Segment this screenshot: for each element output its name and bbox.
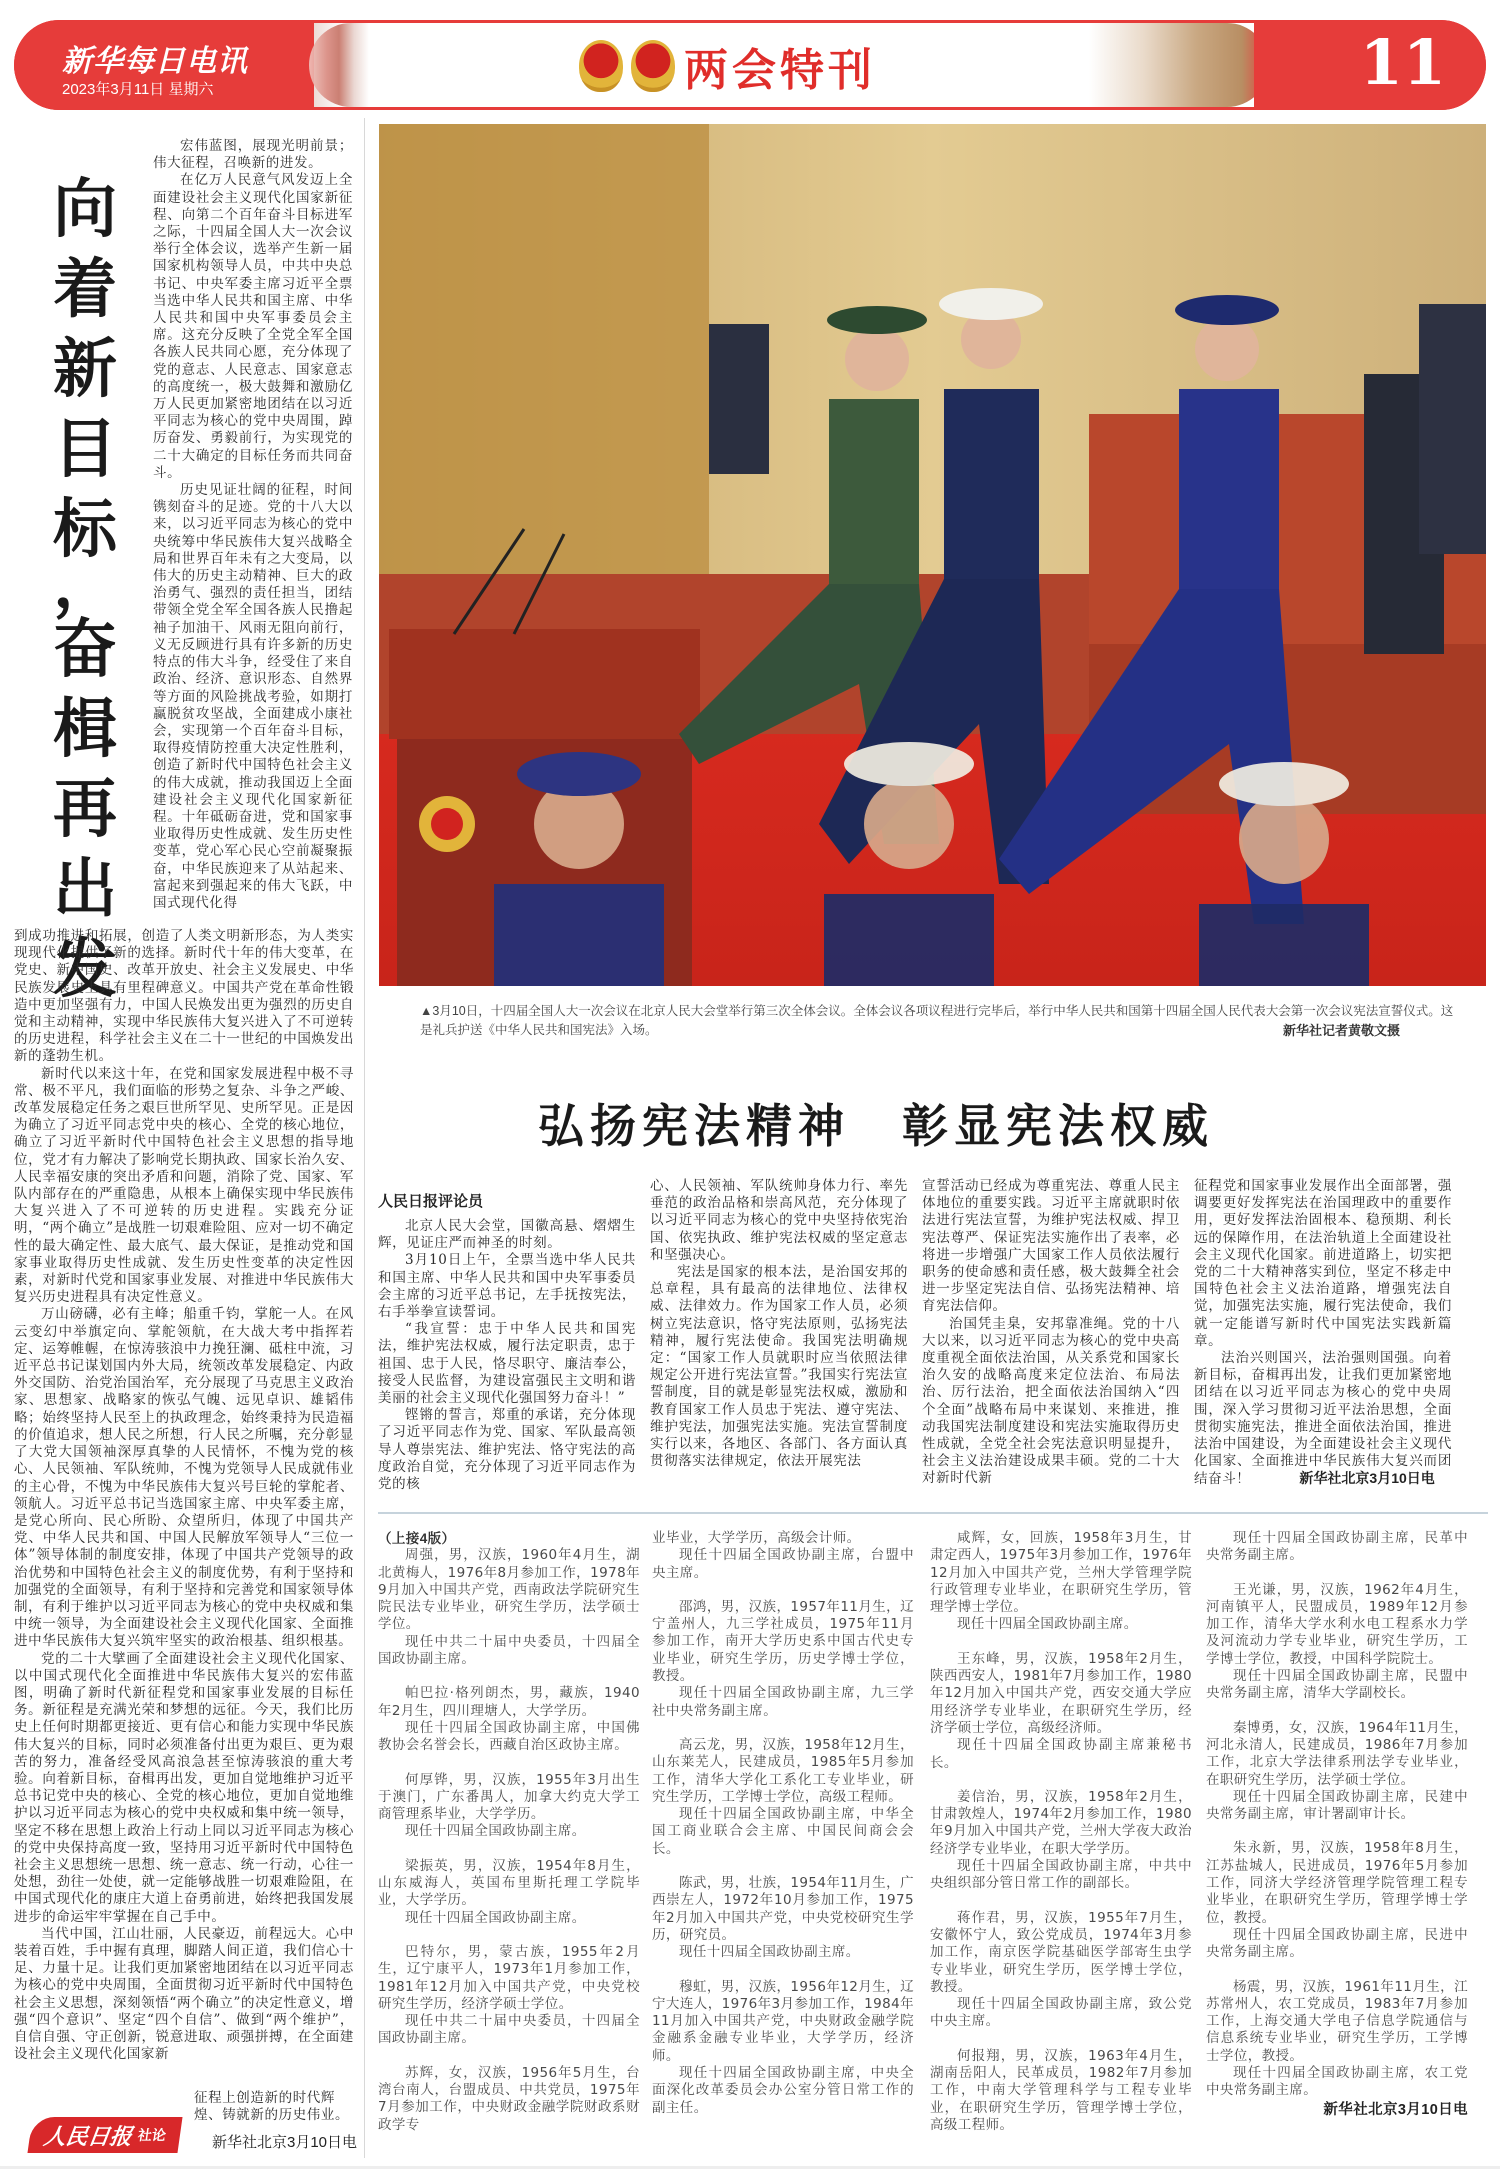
bio-entry: 苏辉，女，汉族，1956年5月生，台湾台南人，台盟成员、中共党员，1975年7月参加工作，中央财政金融学院财政系财政学专 [378, 2064, 640, 2133]
bio-entry: 何厚铧，男，汉族，1955年3月出生于澳门，广东番禺人，加拿大约克大学工商管理系毕业，大学学历。 [378, 1771, 640, 1823]
bio-entry: 穆虹，男，汉族，1956年12月生，辽宁大连人，1976年3月参加工作，1984年11月加入中国共产党，中央财政金融学院金融系金融专业毕业，大学学历，经济师。 [652, 1978, 914, 2064]
commentary-headline: 弘扬宪法精神 彰显宪法权威 [538, 1099, 1215, 1153]
bio-post: 现任中共二十届中央委员，十四届全国政协副主席。 [378, 2013, 640, 2047]
commentary-paragraph: 征程党和国家事业发展作出全面部署，强调要更好发挥宪法在治国理政中的重要作用，更好发挥法治固根本、稳预期、利长远的保障作用，在法治轨道上全面建设社会主义现代化国家。前进道路上，切实把党的二十大精神落实到位，坚定不移走中国特色社会主义法治道路，增强宪法自觉，加强宪法实施，履行宪法使命，我们就一定能谱写新时代中国宪法实践新篇章。 [1194, 1178, 1452, 1349]
masthead [14, 20, 1486, 110]
headline-char: 出 [53, 852, 117, 927]
editorial-dateline: 新华社北京3月10日电 [212, 2134, 358, 2151]
commentary-paragraph: 治国凭圭臬，安邦靠准绳。党的十八大以来，以习近平同志为核心的党中央高度重视全面依法治国，从关系党和国家长治久安的战略高度来定位法治、布局法治、厉行法治，把全面依法治国纳入“四个全面”战略布局中来谋划、来推进，推动我国宪法制度建设和宪法实施取得历史性成就，全党全社会宪法意识明显提升，社会主义法治建设成果丰硕。党的二十大对新时代新 [922, 1315, 1180, 1487]
bio-post: 现任十四届全国政协副主席兼秘书长。 [930, 1737, 1192, 1771]
masthead-brand-block [14, 20, 314, 110]
column-divider [364, 118, 365, 2158]
editorial-paragraph: 党的二十大擘画了全面建设社会主义现代化国家、以中国式现代化全面推进中华民族伟大复兴的宏伟蓝图，明确了新时代新征程党和国家事业发展的目标任务。新征程是充满光荣和梦想的远征。今天，我们比历史上任何时期都更接近、更有信心和能力实现中华民族伟大复兴的目标，同时必须准备付出更为艰巨、更为艰苦的努力，准备经受风高浪急甚至惊涛骇浪的重大考验。向着新目标，奋楫再出发，更加自觉地维护习近平总书记党中央的核心、全党的核心地位，更加自觉地维护以习近平同志为核心的党中央权威和集中统一领导，坚定不移在思想上政治上行动上同以习近平同志为核心的党中央保持高度一致，坚持用习近平新时代中国特色社会主义思想统一思想、统一意志、统一行动，心往一处想，劲往一处使，就一定能够战胜一切艰难险阻，在中国式现代化的康庄大道上奋勇前进，始终把我国发展进步的命运牢牢掌握在自己手中。 [14, 1650, 354, 1925]
bio-column-1 [378, 1530, 640, 2134]
bio-post: 现任十四届全国政协副主席。 [957, 1616, 1138, 1633]
caption-text: ▲3月10日，十四届全国人大一次会议在北京人民大会堂举行第三次全体会议。全体会议各项议程进行完毕后，举行中华人民共和国第十四届全国人民代表大会第一次会议宪法宣誓仪式。这是礼兵护送《中华人民共和国宪法》入场。 [420, 1004, 1454, 1037]
bio-column-3 [930, 1530, 1192, 2134]
bio-entry: 王光谦，男，汉族，1962年4月生，河南镇平人，民盟成员，1989年12月参加工作，清华大学水利水电工程系水力学及河流动力学专业毕业，研究生学历，工学博士学位，教授，中国科学院院士。 [1206, 1581, 1468, 1667]
bio-entry: 蒋作君，男，汉族，1955年7月生，安徽怀宁人，致公党成员，1974年3月参加工作，南京医学院基础医学部寄生虫学专业毕业，研究生学历，医学博士学位，教授。 [930, 1909, 1192, 1995]
bio-entry: 帕巴拉·格列朗杰，男，藏族，1940年2月生，四川理塘人，大学学历。 [378, 1685, 640, 1719]
editorial-body-bottom [14, 928, 354, 2063]
headline-char: 奋 [53, 612, 117, 687]
bio-post: 现任十四届全国政协副主席，中华全国工商业联合会主席、中国民间商会会长。 [652, 1806, 914, 1857]
bio-post: 现任十四届全国政协副主席，九三学社中央常务副主席。 [652, 1685, 914, 1719]
bio-post: 现任中共二十届中央委员，十四届全国政协副主席。 [378, 1633, 640, 1668]
bio-entry: 邵鸿，男，汉族，1957年11月生，辽宁盖州人，九三学社成员，1975年11月参加工作，南开大学历史系中国古代史专业毕业，研究生学历，历史学博士学位，教授。 [652, 1598, 914, 1685]
commentary-byline: 人民日报评论员 [378, 1193, 484, 1210]
bio-post: 现任十四届全国政协副主席，农工党中央常务副主席。 [1206, 2065, 1468, 2099]
bio-entry: 杨震，男，汉族，1961年11月生，江苏常州人，农工党成员，1983年7月参加工作，上海交通大学电子信息学院通信与信息系统专业毕业，研究生学历，工学博士学位，教授。 [1206, 1978, 1468, 2064]
commentary-paragraph: 法治兴则国兴，法治强则国强。向着新目标，奋楫再出发，让我们更加紧密地团结在以习近平同志为核心的党中央周围，深入学习贯彻习近平法治思想，全面贯彻实施宪法，推进全面依法治国，推进法治中国建设，为全面建设社会主义现代化国家、全面推进中华民族伟大复兴而团结奋斗！ [1194, 1350, 1452, 1488]
bio-post: 现任十四届全国政协副主席，致公党中央主席。 [930, 1996, 1192, 2030]
bio-entry: 王东峰，男，汉族，1958年2月生，陕西西安人，1981年7月参加工作，1980年12月加入中国共产党，西安交通大学应用经济学专业毕业，在职研究生学历，经济学硕士学位，高级经济师。 [930, 1650, 1192, 1736]
headline-char: ， [53, 547, 117, 622]
editorial-tail: 征程上创造新的时代辉煌、铸就新的历史伟业。 [194, 2090, 350, 2124]
bio-post: 现任十四届全国政协副主席，民进中央常务副主席。 [1206, 1926, 1468, 1961]
issue-date: 2023年3月11日 星期六 [62, 81, 214, 98]
badge-sub: 社论 [136, 2127, 168, 2143]
commentary-dateline: 新华社北京3月10日电 [1299, 1470, 1435, 1487]
section-title: 两会特刊 [684, 45, 876, 96]
headline-char: 楫 [53, 692, 117, 767]
peoples-daily-editorial-badge [27, 2117, 182, 2153]
commentary-paragraph: “我宣誓：忠于中华人民共和国宪法，维护宪法权威，履行法定职责，忠于祖国、忠于人民，恪尽职守、廉洁奉公，接受人民监督，为建设富强民主文明和谐美丽的社会主义现代化强国努力奋斗！” [378, 1321, 636, 1407]
continued-from-label: （上接4版） [378, 1531, 456, 1546]
editorial-paragraph: 新时代以来这十年，在党和国家发展进程中极不寻常、极不平凡，我们面临的形势之复杂、斗争之严峻、改革发展稳定任务之艰巨世所罕见、史所罕见。正是因为确立了习近平同志党中央的核心、全党的核心地位，确立了习近平新时代中国特色社会主义思想的指导地位，党才有力解决了影响党长期执政、国家长治久安、人民幸福安康的突出矛盾和问题，消除了党、国家、军队内部存在的严重隐患，从根本上确保实现中华民族伟大复兴进入了不可逆转的历史进程。实践充分证明，“两个确立”是战胜一切艰难险阻、应对一切不确定性的最大确定性、最大底气、最大保证，是推动党和国家事业取得历史性成就、发生历史性变革的决定性因素，对新时代党和国家事业发展、对推进中华民族伟大复兴历史进程具有决定性意义。 [14, 1065, 354, 1306]
headline-char: 新 [53, 332, 117, 407]
commentary-paragraph: 3月10日上午，全票当选中华人民共和国主席、中华人民共和国中央军事委员会主席的习近平总书记，左手抚按宪法，右手举拳宣读誓词。 [378, 1252, 636, 1321]
bio-column-4 [1206, 1530, 1468, 2119]
bio-entry: 陈武，男，壮族，1954年11月生，广西崇左人，1972年10月参加工作，1975年2月加入中国共产党，中央党校研究生学历，研究员。 [652, 1875, 914, 1943]
bio-post: 现任十四届全国政协副主席。 [405, 1823, 586, 1840]
headline-char: 目 [53, 412, 117, 487]
bio-entry: 巴特尔，男，蒙古族，1955年2月生，辽宁康平人，1973年1月参加工作，1981年12月加入中国共产党，中央党校研究生学历，经济学硕士学位。 [378, 1943, 640, 2012]
bio-entry: 何报翔，男，汉族，1963年4月生，湖南岳阳人，民革成员，1982年7月参加工作，中南大学管理科学与工程专业毕业，在职研究生学历，管理学博士学位，高级工程师。 [930, 2047, 1192, 2133]
commentary-paragraph: 宣誓活动已经成为尊重宪法、尊重人民主体地位的重要实践。习近平主席就职时依法进行宪法宣誓，为维护宪法权威、捍卫宪法尊严、保证宪法实施作出了表率，必将进一步增强广大国家工作人员依法履行职务的使命感和责任感，极大鼓舞全社会进一步坚定宪法自信、弘扬宪法精神、培育宪法信仰。 [922, 1178, 1180, 1315]
bio-entry: 朱永新，男，汉族，1958年8月生，江苏盐城人，民进成员，1976年5月参加工作，同济大学经济管理学院管理工程专业毕业，在职研究生学历，管理学博士学位，教授。 [1206, 1840, 1468, 1926]
commentary-paragraph: 铿锵的誓言，郑重的承诺，充分体现了习近平同志作为党、国家、军队最高领导人尊崇宪法、维护宪法、恪守宪法的高度政治自觉，充分体现了习近平同志作为党的核 [378, 1407, 636, 1493]
great-hall-image [1089, 23, 1269, 107]
bio-post: 现任十四届全国政协副主席。 [679, 1944, 860, 1961]
page-number: 11 [1359, 26, 1446, 99]
photo-caption [420, 1002, 1460, 1040]
bio-entry: 周强，男，汉族，1960年4月生，湖北黄梅人，1976年8月参加工作，1978年9月加入中国共产党，西南政法学院研究生院民法专业毕业，研究生学历，法学硕士学位。 [378, 1547, 640, 1633]
commentary-paragraph: 宪法是国家的根本法，是治国安邦的总章程，具有最高的法律地位、法律权威、法律效力。作为国家工作人员，必须树立宪法意识，恪守宪法原则，弘扬宪法精神，履行宪法使命。我国宪法明确规定：“国家工作人员就职时应当依照法律规定公开进行宪法宣誓。”我国实行宪法宣誓制度，目的就是彰显宪法权威，激励和教育国家工作人员忠于宪法、遵守宪法、维护宪法，加强宪法实施。宪法宣誓制度实行以来，各地区、各部门、各方面认真贯彻落实法律规定，依法开展宪法 [650, 1264, 908, 1470]
editorial-paragraph: 宏伟蓝图，展现光明前景；伟大征程，召唤新的进发。 [153, 138, 353, 172]
bio-post: 现任十四届全国政协副主席，中国佛教协会名誉会长，西藏自治区政协主席。 [378, 1719, 640, 1754]
page-number-block [1254, 20, 1486, 110]
bio-post: 现任十四届全国政协副主席，民革中央常务副主席。 [1206, 1530, 1468, 1564]
editorial-paragraph: 万山磅礴，必有主峰；船重千钧，掌舵一人。在风云变幻中举旗定向、掌舵领航，在大战大考中指挥若定、运筹帷幄，在惊涛骇浪中力挽狂澜、砥柱中流，习近平总书记谋划国内外大局，统领改革发展稳定、内政外交国防、治党治国治军，充分展现了马克思主义政治家、思想家、战略家的恢弘气魄、远见卓识、雄韬伟略；始终坚持人民至上的执政理念，始终秉持为民造福的价值追求，想人民之所想，行人民之所嘱，充分彰显了大党大国领袖深厚真挚的人民情怀，不愧为党的核心、人民领袖、军队统帅，不愧为党领导人民成就伟业的主心骨，不愧为中华民族伟大复兴号巨轮的掌舵者、领航人。习近平总书记当选国家主席、中央军委主席，是党心所向、民心所盼、众望所归，体现了中国共产党、中华人民共和国、中国人民解放军领导人“三位一体”领导体制的制度安排，体现了中国共产党领导的政治优势和中国特色社会主义的制度优势，有利于坚持和加强党的全面领导，有利于坚持和完善党和国家领导体制，有利于维护以习近平同志为核心的党中央权威和集中统一领导，为全面建设社会主义现代化国家、全面推进中华民族伟大复兴筑牢坚实的政治根基、组织根基。 [14, 1306, 354, 1650]
emblems [579, 40, 675, 92]
headline-char: 向 [53, 172, 117, 247]
badge-main: 人民日报 [41, 2123, 134, 2150]
editorial-paragraph: 到成功推进和拓展，创造了人类文明新形态，为人类实现现代化提供了新的选择。新时代十年的伟大变革，在党史、新中国史、改革开放史、社会主义发展史、中华民族发展史上具有里程碑意义。中国共产党在革命性锻造中更加坚强有力，中国人民焕发出更为强烈的历史自觉和主动精神，实现中华民族伟大复兴进入了不可逆转的历史进程，科学社会主义在二十一世纪的中国焕发出新的蓬勃生机。 [14, 928, 354, 1065]
bios-dateline: 新华社北京3月10日电 [1323, 2101, 1468, 2118]
headline-char: 着 [53, 252, 117, 327]
commentary-paragraph: 北京人民大会堂，国徽高悬、熠熠生辉，见证庄严而神圣的时刻。 [378, 1218, 636, 1252]
section-divider [378, 1512, 1488, 1514]
commentary-column-3 [922, 1178, 1180, 1488]
bio-column-2 [652, 1530, 914, 2117]
headline-char: 再 [53, 772, 117, 847]
newspaper-brand: 新华每日电讯 [62, 44, 248, 79]
editorial-headline [40, 170, 130, 1010]
editorial-body-top [153, 138, 353, 912]
bio-post: 现任十四届全国政协副主席，民建中央常务副主席，审计署副审计长。 [1206, 1788, 1468, 1823]
headline-char: 发 [53, 932, 117, 1007]
bio-post: 现任十四届全国政协副主席，中央全面深化改革委员会办公室分管日常工作的副主任。 [652, 2065, 914, 2116]
commentary-column-4 [1194, 1178, 1452, 1489]
honor-guard-illustration [379, 124, 1486, 986]
bio-post: 现任十四届全国政协副主席，中共中央组织部分管日常工作的副部长。 [930, 1858, 1192, 1892]
ceremony-photo [379, 124, 1486, 986]
commentary-column-1 [378, 1218, 636, 1493]
editorial-paragraph: 历史见证壮阔的征程，时间镌刻奋斗的足迹。党的十八大以来，以习近平同志为核心的党中央统筹中华民族伟大复兴战略全局和世界百年未有之大变局，以伟大的历史主动精神、巨大的政治勇气、强烈的责任担当，团结带领全党全军全国各族人民撸起袖子加油干、风雨无阻向前行，义无反顾进行具有许多新的历史特点的伟大斗争，经受住了来自政治、经济、意识形态、自然界等方面的风险挑战考验，如期打赢脱贫攻坚战，全面建成小康社会，实现第一个百年奋斗目标，取得疫情防控重大决定性胜利，创造了新时代中国特色社会主义的伟大成就，推动我国迈上全面建设社会主义现代化国家新征程。十年砥砺奋进，党和国家事业取得历史性成就、发生历史性变革，党心军心民心空前凝聚振奋，中华民族迎来了从站起来、富起来到强起来的伟大飞跃，中国式现代化得 [153, 482, 353, 911]
bio-entry: 业毕业，大学学历，高级会计师。 [652, 1530, 861, 1546]
bio-entry: 梁振英，男，汉族，1954年8月生，山东威海人，英国布里斯托理工学院毕业，大学学历。 [378, 1857, 640, 1909]
commentary-column-2 [650, 1178, 908, 1470]
bio-post: 现任十四届全国政协副主席，台盟中央主席。 [652, 1547, 914, 1581]
editorial-paragraph: 当代中国，江山壮丽，人民豪迈，前程远大。心中装着百姓，手中握有真理，脚踏人间正道，我们信心十足、力量十足。让我们更加紧密地团结在以习近平同志为核心的党中央周围，全面贯彻习近平新时代中国特色社会主义思想，深刻领悟“两个确立”的决定性意义，增强“四个意识”、坚定“四个自信”、做到“两个维护”，自信自强、守正创新，锐意进取、顽强拼搏，在全面建设社会主义现代化国家新 [14, 1925, 354, 2063]
cppcc-emblem-icon [631, 40, 675, 92]
editorial-paragraph: 在亿万人民意气风发迈上全面建设社会主义现代化国家新征程、向第二个百年奋斗目标进军之际，十四届全国人大一次会议举行全体会议，选举产生新一届国家机构领导人员，中共中央总书记、中央军委主席习近平全票当选中华人民共和国主席、中华人民共和国中央军事委员会主席。这充分反映了全党全军全国各族人民共同心愿，充分体现了党的意志、人民意志、国家意志的高度统一，极大鼓舞和激励亿万人民更加紧密地团结在以习近平同志为核心的党中央周围，踔厉奋发、勇毅前行，为实现党的二十大确定的目标任务而共同奋斗。 [153, 172, 353, 481]
photo-credit: 新华社记者黄敬文摄 [1282, 1023, 1400, 1038]
bio-entry: 高云龙，男，汉族，1958年12月生，山东莱芜人，民建成员，1985年5月参加工作，清华大学化工系化工专业毕业，研究生学历，工学博士学位，高级工程师。 [652, 1736, 914, 1805]
bio-entry: 咸辉，女，回族，1958年3月生，甘肃定西人，1975年3月参加工作，1976年12月加入中国共产党，兰州大学管理学院行政管理专业毕业，在职研究生学历，管理学博士学位。 [930, 1530, 1192, 1616]
bio-entry: 姜信治，男，汉族，1958年2月生，甘肃敦煌人，1974年2月参加工作，1980年9月加入中国共产党，兰州大学夜大政治经济学专业毕业，在职大学学历。 [930, 1788, 1192, 1857]
commentary-paragraph: 心、人民领袖、军队统帅身体力行、率先垂范的政治品格和崇高风范，充分体现了以习近平同志为核心的党中央坚持依宪治国、依宪执政、维护宪法权威的坚定意志和坚强决心。 [650, 1178, 908, 1263]
bio-post: 现任十四届全国政协副主席。 [405, 1909, 586, 1926]
bio-post: 现任十四届全国政协副主席，民盟中央常务副主席，清华大学副校长。 [1206, 1668, 1468, 1702]
bio-entry: 秦博勇，女，汉族，1964年11月生，河北永清人，民建成员，1986年7月参加工作，北京大学法律系刑法学专业毕业，在职研究生学历，法学硕士学位。 [1206, 1719, 1468, 1788]
headline-char: 标 [53, 492, 117, 567]
national-emblem-icon [579, 40, 623, 92]
